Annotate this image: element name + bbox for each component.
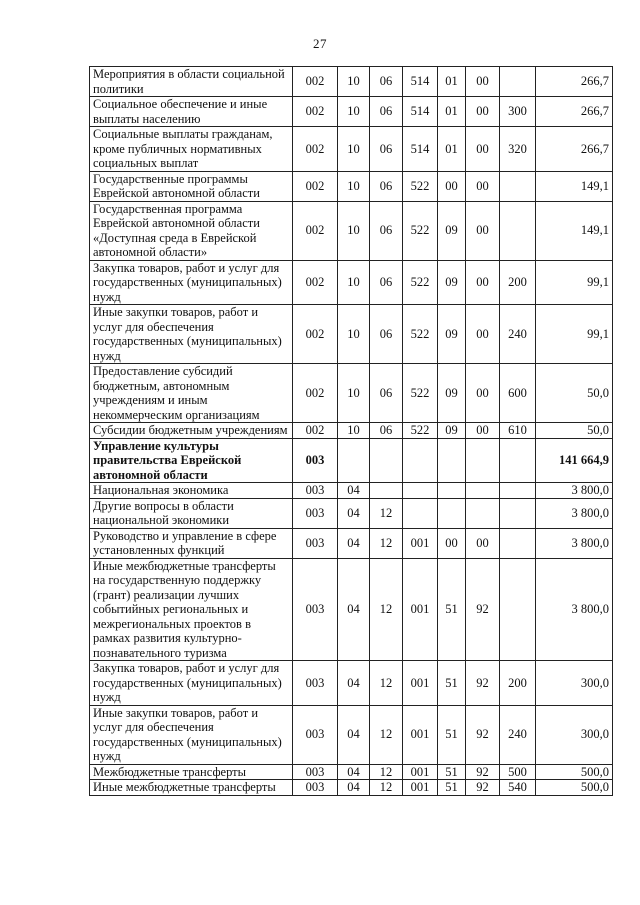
cell-sum: 500,0 — [536, 764, 613, 780]
table-body — [90, 67, 613, 796]
row-name: Мероприятия в области социальной политики — [90, 67, 293, 97]
cell-ved: 003 — [293, 558, 338, 661]
cell-ved: 003 — [293, 780, 338, 796]
cell-cs2: 51 — [438, 705, 466, 764]
cell-rz: 04 — [338, 528, 370, 558]
cell-sum: 3 800,0 — [536, 558, 613, 661]
cell-sum: 50,0 — [536, 364, 613, 423]
cell-cs3: 00 — [466, 127, 500, 172]
cell-pr — [370, 483, 403, 499]
table-row — [90, 201, 613, 260]
cell-cs1: 001 — [403, 661, 438, 706]
table-row — [90, 498, 613, 528]
cell-sum: 266,7 — [536, 97, 613, 127]
cell-rz: 04 — [338, 705, 370, 764]
cell-pr: 12 — [370, 764, 403, 780]
cell-cs1: 001 — [403, 780, 438, 796]
cell-cs1 — [403, 438, 438, 483]
cell-cs3: 92 — [466, 705, 500, 764]
cell-cs1: 522 — [403, 201, 438, 260]
cell-cs3: 92 — [466, 764, 500, 780]
cell-sum: 50,0 — [536, 423, 613, 439]
table-row — [90, 127, 613, 172]
cell-vr: 540 — [500, 780, 536, 796]
cell-rz: 10 — [338, 305, 370, 364]
cell-rz: 10 — [338, 364, 370, 423]
row-name: Иные межбюджетные трансферты — [90, 780, 293, 796]
cell-cs3 — [466, 483, 500, 499]
cell-rz: 10 — [338, 423, 370, 439]
cell-vr — [500, 528, 536, 558]
cell-pr: 12 — [370, 558, 403, 661]
cell-cs1: 522 — [403, 260, 438, 305]
cell-cs1: 522 — [403, 364, 438, 423]
cell-cs1: 522 — [403, 423, 438, 439]
cell-ved: 002 — [293, 171, 338, 201]
cell-vr: 200 — [500, 661, 536, 706]
cell-cs2: 09 — [438, 260, 466, 305]
cell-sum: 266,7 — [536, 127, 613, 172]
row-name: Субсидии бюджетным учреждениям — [90, 423, 293, 439]
cell-cs2: 51 — [438, 764, 466, 780]
table-row — [90, 171, 613, 201]
cell-cs1: 514 — [403, 97, 438, 127]
cell-cs2: 09 — [438, 305, 466, 364]
cell-vr — [500, 201, 536, 260]
cell-sum: 141 664,9 — [536, 438, 613, 483]
cell-pr: 12 — [370, 528, 403, 558]
cell-cs3: 00 — [466, 423, 500, 439]
cell-cs3: 92 — [466, 780, 500, 796]
row-name: Государственная программа Еврейской автономной области «Доступная среда в Еврейской автономной области» — [90, 201, 293, 260]
cell-cs1 — [403, 498, 438, 528]
cell-vr: 600 — [500, 364, 536, 423]
row-name: Иные закупки товаров, работ и услуг для обеспечения государственных (муниципальных) нужд — [90, 305, 293, 364]
cell-ved: 003 — [293, 705, 338, 764]
cell-cs2: 51 — [438, 661, 466, 706]
cell-vr: 240 — [500, 705, 536, 764]
table-row — [90, 260, 613, 305]
cell-pr: 12 — [370, 661, 403, 706]
table-row — [90, 483, 613, 499]
cell-cs1: 522 — [403, 305, 438, 364]
cell-cs2: 00 — [438, 528, 466, 558]
cell-cs2: 51 — [438, 780, 466, 796]
cell-rz: 04 — [338, 764, 370, 780]
cell-cs2: 51 — [438, 558, 466, 661]
cell-rz: 04 — [338, 483, 370, 499]
table-row — [90, 780, 613, 796]
cell-cs3: 00 — [466, 171, 500, 201]
table-row — [90, 528, 613, 558]
row-name: Закупка товаров, работ и услуг для государственных (муниципальных) нужд — [90, 661, 293, 706]
cell-sum: 99,1 — [536, 260, 613, 305]
cell-ved: 002 — [293, 364, 338, 423]
cell-cs2 — [438, 438, 466, 483]
cell-ved: 003 — [293, 528, 338, 558]
cell-cs1: 001 — [403, 764, 438, 780]
cell-cs1 — [403, 483, 438, 499]
cell-pr: 12 — [370, 498, 403, 528]
cell-pr: 12 — [370, 780, 403, 796]
table-row — [90, 97, 613, 127]
row-name: Иные закупки товаров, работ и услуг для обеспечения государственных (муниципальных) нужд — [90, 705, 293, 764]
cell-ved: 003 — [293, 661, 338, 706]
cell-ved: 002 — [293, 423, 338, 439]
cell-rz: 10 — [338, 67, 370, 97]
cell-ved: 002 — [293, 67, 338, 97]
cell-cs1: 514 — [403, 67, 438, 97]
row-name: Иные межбюджетные трансферты на государственную поддержку (грант) реализации лучших событийных региональных и межрегиональных проектов в рамках развития культурно-познавательного туризма — [90, 558, 293, 661]
page-number: 27 — [313, 36, 327, 51]
cell-pr: 06 — [370, 97, 403, 127]
cell-pr: 06 — [370, 67, 403, 97]
row-name: Социальные выплаты гражданам, кроме публичных нормативных социальных выплат — [90, 127, 293, 172]
table-row — [90, 661, 613, 706]
cell-rz: 10 — [338, 127, 370, 172]
cell-cs3: 92 — [466, 661, 500, 706]
table-row — [90, 764, 613, 780]
cell-ved: 003 — [293, 764, 338, 780]
cell-cs2: 09 — [438, 364, 466, 423]
cell-ved: 003 — [293, 438, 338, 483]
cell-cs3: 00 — [466, 364, 500, 423]
cell-cs3 — [466, 498, 500, 528]
table-row — [90, 558, 613, 661]
table-row — [90, 364, 613, 423]
cell-pr: 06 — [370, 423, 403, 439]
cell-rz: 04 — [338, 780, 370, 796]
cell-cs2: 01 — [438, 67, 466, 97]
cell-cs2: 01 — [438, 97, 466, 127]
row-name: Государственные программы Еврейской автономной области — [90, 171, 293, 201]
table-row — [90, 705, 613, 764]
cell-vr: 610 — [500, 423, 536, 439]
cell-ved: 002 — [293, 127, 338, 172]
cell-vr: 240 — [500, 305, 536, 364]
cell-cs1: 001 — [403, 528, 438, 558]
table-row — [90, 438, 613, 483]
cell-vr — [500, 67, 536, 97]
row-name: Закупка товаров, работ и услуг для государственных (муниципальных) нужд — [90, 260, 293, 305]
row-name: Предоставление субсидий бюджетным, автономным учреждениям и иным некоммерческим организациям — [90, 364, 293, 423]
cell-vr: 200 — [500, 260, 536, 305]
cell-cs3: 00 — [466, 67, 500, 97]
table-row — [90, 67, 613, 97]
cell-pr: 06 — [370, 305, 403, 364]
cell-cs1: 001 — [403, 705, 438, 764]
row-name: Межбюджетные трансферты — [90, 764, 293, 780]
cell-pr: 06 — [370, 201, 403, 260]
cell-ved: 002 — [293, 260, 338, 305]
cell-cs2: 01 — [438, 127, 466, 172]
cell-cs3: 92 — [466, 558, 500, 661]
cell-vr — [500, 558, 536, 661]
cell-pr: 06 — [370, 127, 403, 172]
cell-ved: 002 — [293, 305, 338, 364]
cell-sum: 300,0 — [536, 661, 613, 706]
row-name: Национальная экономика — [90, 483, 293, 499]
cell-sum: 3 800,0 — [536, 498, 613, 528]
cell-ved: 002 — [293, 97, 338, 127]
cell-vr — [500, 483, 536, 499]
row-name: Управление культуры правительства Еврейской автономной области — [90, 438, 293, 483]
table-row — [90, 305, 613, 364]
cell-pr: 06 — [370, 260, 403, 305]
cell-sum: 300,0 — [536, 705, 613, 764]
cell-ved: 003 — [293, 483, 338, 499]
cell-cs2 — [438, 483, 466, 499]
cell-cs3: 00 — [466, 528, 500, 558]
cell-ved: 003 — [293, 498, 338, 528]
cell-rz: 10 — [338, 97, 370, 127]
table-row — [90, 423, 613, 439]
cell-sum: 500,0 — [536, 780, 613, 796]
cell-vr: 320 — [500, 127, 536, 172]
cell-pr: 06 — [370, 364, 403, 423]
cell-sum: 3 800,0 — [536, 528, 613, 558]
cell-vr — [500, 438, 536, 483]
cell-rz: 04 — [338, 558, 370, 661]
cell-cs2 — [438, 498, 466, 528]
cell-cs2: 09 — [438, 201, 466, 260]
cell-rz — [338, 438, 370, 483]
row-name: Другие вопросы в области национальной экономики — [90, 498, 293, 528]
cell-cs2: 00 — [438, 171, 466, 201]
cell-cs1: 514 — [403, 127, 438, 172]
cell-pr: 06 — [370, 171, 403, 201]
cell-rz: 04 — [338, 661, 370, 706]
row-name: Социальное обеспечение и иные выплаты населению — [90, 97, 293, 127]
cell-cs3: 00 — [466, 260, 500, 305]
cell-cs3: 00 — [466, 97, 500, 127]
cell-cs1: 001 — [403, 558, 438, 661]
cell-sum: 3 800,0 — [536, 483, 613, 499]
cell-cs2: 09 — [438, 423, 466, 439]
cell-sum: 149,1 — [536, 201, 613, 260]
cell-rz: 10 — [338, 201, 370, 260]
cell-rz: 10 — [338, 171, 370, 201]
budget-table — [89, 66, 613, 796]
cell-cs3: 00 — [466, 201, 500, 260]
cell-vr: 500 — [500, 764, 536, 780]
cell-sum: 149,1 — [536, 171, 613, 201]
row-name: Руководство и управление в сфере установленных функций — [90, 528, 293, 558]
cell-cs1: 522 — [403, 171, 438, 201]
cell-vr: 300 — [500, 97, 536, 127]
cell-rz: 04 — [338, 498, 370, 528]
cell-cs3: 00 — [466, 305, 500, 364]
cell-ved: 002 — [293, 201, 338, 260]
cell-rz: 10 — [338, 260, 370, 305]
cell-vr — [500, 498, 536, 528]
cell-cs3 — [466, 438, 500, 483]
cell-pr: 12 — [370, 705, 403, 764]
cell-pr — [370, 438, 403, 483]
cell-sum: 266,7 — [536, 67, 613, 97]
cell-sum: 99,1 — [536, 305, 613, 364]
cell-vr — [500, 171, 536, 201]
